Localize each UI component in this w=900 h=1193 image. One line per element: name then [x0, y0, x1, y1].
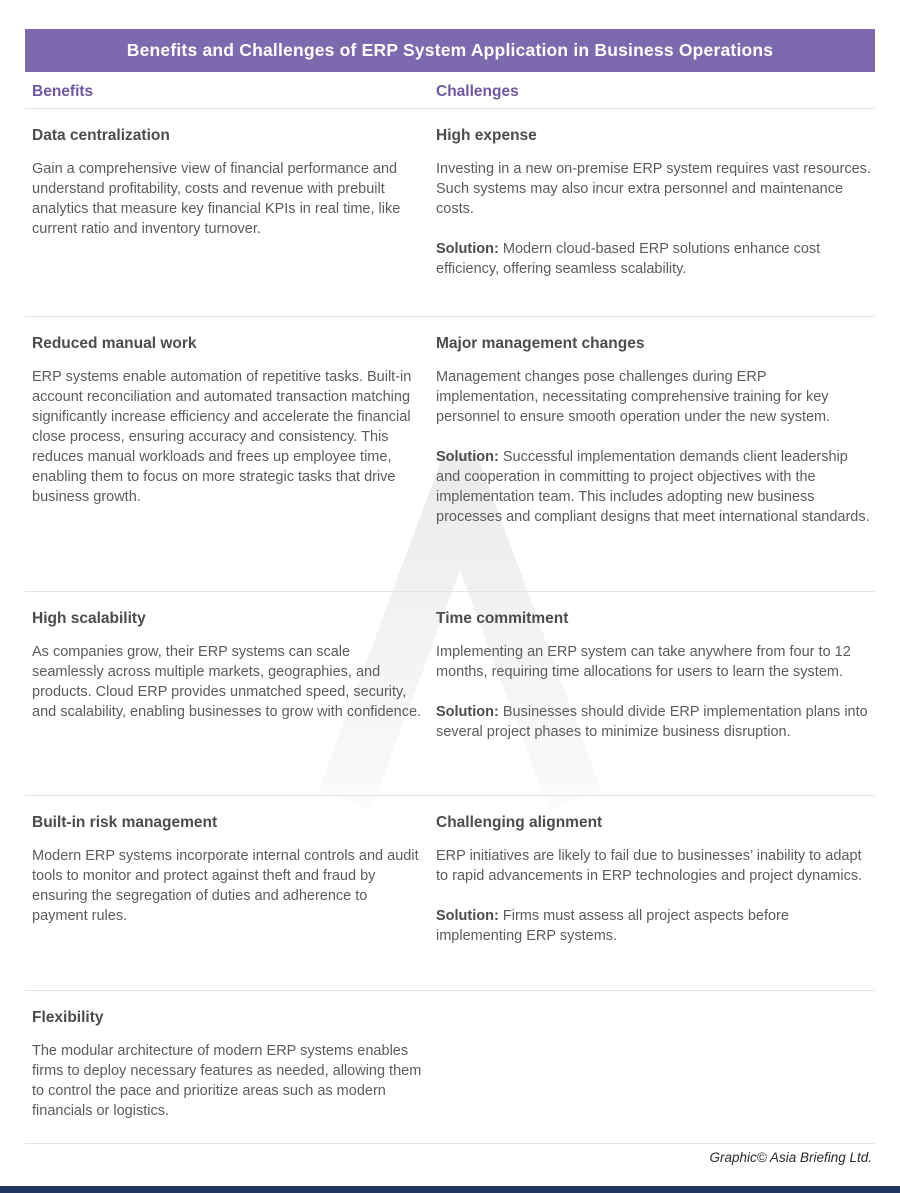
solution-text: Successful implementation demands client leadership and cooperation in committing to project objectives with the implementation team. This includes adopting new business processes and compliant designs that meet international standards. — [436, 449, 870, 525]
benefit-cell — [32, 814, 422, 990]
graphic-credit: Graphic© Asia Briefing Ltd. — [709, 1150, 872, 1165]
benefit-cell — [32, 610, 422, 795]
solution-label: Solution: — [436, 704, 499, 720]
challenge-solution — [436, 239, 872, 279]
benefit-heading: Built-in risk management — [32, 814, 218, 831]
benefit-cell — [32, 127, 422, 316]
challenge-heading: Major management changes — [436, 335, 645, 352]
solution-text: Businesses should divide ERP implementation plans into several project phases to minimize business disruption. — [436, 704, 868, 740]
challenge-cell — [436, 610, 872, 795]
benefit-body: ERP systems enable automation of repetitive tasks. Built-in account reconciliation and automated transaction matching significantly increase efficiency and accelerate the financial close process, ensuring accuracy and consistency. This reduces manual workloads and frees up employee time, enabling them to focus on more strategic tasks that drive business growth. — [32, 369, 412, 505]
solution-label: Solution: — [436, 908, 499, 924]
challenge-body: Investing in a new on-premise ERP system requires vast resources. Such systems may also incur extra personnel and maintenance costs. — [436, 161, 871, 217]
table-row — [25, 109, 875, 317]
challenge-body: Management changes pose challenges during ERP implementation, necessitating comprehensive training for key personnel to ensure smooth operation under the new system. — [436, 369, 831, 425]
solution-text: Modern cloud-based ERP solutions enhance cost efficiency, offering seamless scalability. — [436, 241, 821, 277]
challenge-cell-empty — [436, 1009, 872, 1143]
table-row — [25, 796, 875, 991]
column-header-challenges: Challenges — [436, 83, 519, 100]
challenge-body: Implementing an ERP system can take anywhere from four to 12 months, requiring time allocations for users to learn the system. — [436, 644, 851, 680]
page-title: Benefits and Challenges of ERP System Application in Business Operations — [126, 40, 774, 60]
benefit-body: Gain a comprehensive view of financial performance and understand profitability, costs and revenue with prebuilt analytics that measure key financial KPIs in real time, like current ratio and inventory turnover. — [32, 161, 401, 237]
benefit-heading: Flexibility — [32, 1009, 104, 1026]
comparison-table — [25, 72, 875, 1144]
benefit-body: The modular architecture of modern ERP systems enables firms to deploy necessary features as needed, allowing them to control the pace and prioritize areas such as modern financials or logistics. — [32, 1043, 422, 1119]
challenge-cell — [436, 335, 872, 591]
column-header-row — [25, 72, 875, 109]
benefit-body: As companies grow, their ERP systems can scale seamlessly across multiple markets, geographies, and products. Cloud ERP provides unmatched speed, security, and scalability, enabling businesses to grow with confidence. — [32, 644, 422, 720]
solution-label: Solution: — [436, 449, 499, 465]
table-row — [25, 317, 875, 592]
benefit-cell — [32, 335, 422, 591]
benefit-heading: High scalability — [32, 610, 146, 627]
title-banner — [25, 29, 875, 72]
challenge-solution — [436, 447, 872, 527]
benefit-heading: Reduced manual work — [32, 335, 197, 352]
challenge-cell — [436, 814, 872, 990]
solution-label: Solution: — [436, 241, 499, 257]
challenge-heading: High expense — [436, 127, 537, 144]
challenge-heading: Time commitment — [436, 610, 569, 627]
benefit-body: Modern ERP systems incorporate internal controls and audit tools to monitor and protect against theft and fraud by ensuring the segregation of duties and adherence to payment rules. — [32, 848, 419, 924]
challenge-solution — [436, 906, 872, 946]
challenge-solution — [436, 702, 872, 742]
challenge-cell — [436, 127, 872, 316]
benefit-cell — [32, 1009, 422, 1143]
challenge-heading: Challenging alignment — [436, 814, 603, 831]
column-header-benefits: Benefits — [32, 83, 94, 100]
challenge-body: ERP initiatives are likely to fail due to businesses’ inability to adapt to rapid advancements in ERP technologies and project dynamics. — [436, 848, 863, 884]
table-row — [25, 592, 875, 796]
solution-text: Firms must assess all project aspects before implementing ERP systems. — [436, 908, 789, 944]
footer-bar — [0, 1186, 900, 1193]
table-row — [25, 991, 875, 1144]
benefit-heading: Data centralization — [32, 127, 170, 144]
